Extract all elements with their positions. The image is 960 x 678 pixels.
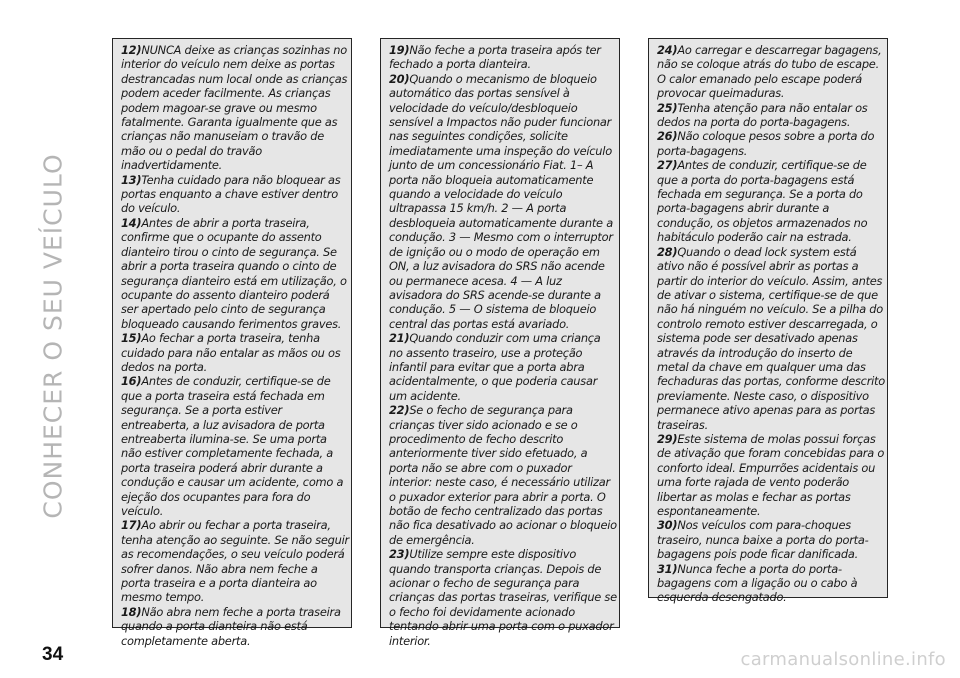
note-text: Nos veículos com para-choques traseiro, nunca baixe a porta do porta-bagagens pois pode ficar danificada. (657, 518, 869, 562)
note-text: Tenha cuidado para não bloquear as portas enquanto a chave estiver dentro do veículo. (121, 172, 341, 216)
note-text: Tenha atenção para não entalar os dedos na porta do porta-bagagens. (657, 100, 868, 130)
section-title: CONHECER O SEU VEÍCULO (38, 153, 68, 519)
note-number: 18) (121, 604, 142, 619)
note-number: 13) (121, 172, 142, 187)
note-number: 14) (121, 215, 142, 230)
warning-note (389, 72, 617, 331)
note-number: 19) (389, 43, 410, 57)
warning-note (657, 101, 885, 130)
warning-note (389, 43, 617, 72)
note-text: Ao carregar e descarregar bagagens, não se coloque atrás do tubo de escape. O calor emanado pelo escape poderá provocar queimaduras. (657, 43, 882, 101)
warning-note (121, 331, 349, 374)
warning-note (121, 518, 349, 604)
note-text: Não coloque pesos sobre a porta do porta-bagagens. (657, 129, 875, 158)
warning-note (121, 43, 349, 173)
warning-note (121, 216, 349, 331)
note-text: Quando o dead lock system está ativo não é possível abrir as portas a partir do interior do veículo. Assim, antes de ativar o sistema, certifique-se de que não há ninguém no veículo. Se a pilha do controlo remoto estiver descarregada, o sistema pode ser desativado apenas através da introdução do inserto de metal da chave em qualquer uma das fechaduras das portas, conforme descrito previamente. Neste caso, o dispositivo permanece ativo apenas para as portas traseiras. (657, 244, 885, 432)
note-text: Ao abrir ou fechar a porta traseira, tenha atenção ao seguinte. Se não seguir as recomendações, o seu veículo poderá sofrer danos. Não abra nem feche a porta traseira e a porta dianteira ao mesmo tempo. (121, 518, 349, 605)
note-number: 26) (657, 129, 678, 144)
note-text: Não abra nem feche a porta traseira quando a porta dianteira não está completamente aberta. (121, 604, 341, 648)
warnings-column-3 (648, 38, 888, 605)
note-number: 16) (121, 374, 142, 389)
warning-note (657, 158, 885, 244)
warning-note (657, 562, 885, 605)
page-number: 34 (42, 644, 64, 665)
warning-note (121, 173, 349, 216)
note-number: 15) (121, 331, 142, 346)
note-number: 22) (389, 403, 410, 418)
warnings-column-1 (112, 38, 352, 648)
note-number: 29) (657, 431, 678, 446)
note-text: Nunca feche a porta do porta-bagagens com a ligação ou o cabo à esquerda desengatado. (657, 561, 858, 605)
warning-note (389, 403, 617, 547)
warning-note (121, 374, 349, 518)
warning-note (657, 43, 885, 101)
note-number: 23) (389, 547, 410, 562)
warning-note (389, 331, 617, 403)
note-number: 31) (657, 561, 678, 576)
warning-note (657, 129, 885, 158)
warnings-column-2 (380, 38, 620, 648)
note-number: 21) (389, 331, 410, 346)
warning-note (657, 432, 885, 518)
note-number: 30) (657, 518, 678, 533)
warning-note (389, 547, 617, 648)
note-text: NUNCA deixe as crianças sozinhas no interior do veículo nem deixe as portas destrancadas num local onde as crianças podem aceder facilmente. As crianças podem magoar-se grave ou mesmo fatalmente. Garanta igualmente que as crianças não manuseiam o travão de mão ou o pedal do travão inadvertidamente. (121, 43, 348, 173)
note-text: Quando o mecanismo de bloqueio automático das portas sensível à velocidade do veículo/desbloqueio sensível a Impactos não puder funcionar nas seguintes condições, solicite imediatamente uma inspeção do veículo junto de um concessionário Fiat. 1– A porta não bloqueia automaticamente quando a velocidade do veículo ultrapassa 15 km/h. 2 — A porta desbloqueia automaticamente durante a condução. 3 — Mesmo com o interruptor de ignição ou o modo de operação em ON, a luz avisadora do SRS não acende ou permanece acesa. 4 — A luz avisadora do SRS acende-se durante a condução. 5 — O sistema de bloqueio central das portas está avariado. (389, 71, 613, 331)
note-text: Quando conduzir com uma criança no assento traseiro, use a proteção infantil para evitar que a porta abra acidentalmente, o que poderia causar um acidente. (389, 331, 601, 403)
note-number: 27) (657, 158, 678, 173)
note-number: 28) (657, 244, 678, 259)
note-text: Utilize sempre este dispositivo quando transporta crianças. Depois de acionar o fecho de segurança para crianças das portas traseiras, verifique se o fecho foi devidamente acionado tentando abrir uma porta com o puxador interior. (389, 547, 617, 648)
note-number: 17) (121, 518, 142, 533)
note-number: 25) (657, 100, 678, 115)
note-number: 12) (121, 43, 142, 57)
note-text: Antes de abrir a porta traseira, confirme que o ocupante do assento dianteiro tirou o cinto de segurança. Se abrir a porta traseira quando o cinto de segurança dianteiro está em utilização, o ocupante do assento dianteiro poderá ser apertado pelo cinto de segurança bloqueado causando ferimentos graves. (121, 215, 347, 331)
note-number: 24) (657, 43, 678, 57)
note-text: Este sistema de molas possui forças de ativação que foram concebidas para o conforto ideal. Empurrões acidentais ou uma forte rajada de vento poderão libertar as molas e fechar as portas espontaneamente. (657, 431, 885, 518)
warning-note (657, 518, 885, 561)
note-text: Antes de conduzir, certifique-se de que a porta traseira está fechada em segurança. Se a porta estiver entreaberta, a luz avisadora de porta entreaberta ilumina-se. Se uma porta não estiver completamente fechada, a porta traseira poderá abrir durante a condução e causar um acidente, como a ejeção dos ocupantes para fora do veículo. (121, 374, 344, 518)
warning-note (657, 245, 885, 432)
note-text: Antes de conduzir, certifique-se de que a porta do porta-bagagens está fechada em segurança. Se a porta do porta-bagagens abrir durante a condução, os objetos armazenados no habitáculo poderão cair na estrada. (657, 158, 868, 245)
note-text: Se o fecho de segurança para crianças tiver sido acionado e se o procedimento de fecho descrito anteriormente tiver sido efetuado, a porta não se abre com o puxador interior: neste caso, é necessário utilizar o puxador exterior para abrir a porta. O botão de fecho centralizado das portas não fica desativado ao acionar o bloqueio de emergência. (389, 403, 617, 547)
note-text: Ao fechar a porta traseira, tenha cuidado para não entalar as mãos ou os dedos na porta. (121, 331, 341, 374)
note-number: 20) (389, 71, 410, 86)
note-text: Não feche a porta traseira após ter fechado a porta dianteira. (389, 43, 601, 72)
warning-note (121, 605, 349, 648)
watermark: carmanualsonline.info (740, 649, 946, 670)
